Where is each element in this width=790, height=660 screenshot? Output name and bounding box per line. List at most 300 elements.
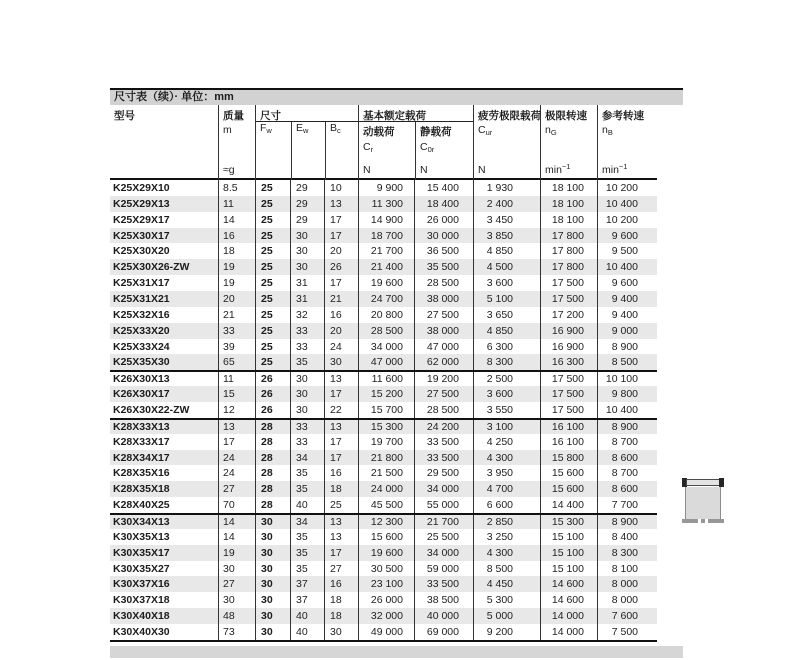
header-mass-label: 质量 (223, 110, 244, 122)
table-row (110, 529, 657, 545)
table-row (110, 370, 657, 386)
model-cell: K25X30X20 (113, 245, 170, 258)
fw-cell: 30 (255, 592, 290, 608)
mass-cell: 8.5 (218, 180, 255, 196)
static-load-cell: 38 000 (414, 291, 473, 307)
ref-speed-cell: 9 600 (597, 275, 657, 291)
model-cell: K25X30X26-ZW (113, 261, 190, 274)
ref-speed-cell: 10 200 (597, 212, 657, 228)
model-cell: K28X40X25 (113, 499, 170, 512)
fatigue-load-cell: 5 300 (473, 592, 540, 608)
limit-speed-cell: 15 600 (540, 465, 597, 481)
ew-cell: 34 (290, 515, 324, 529)
limit-speed-cell: 14 600 (540, 576, 597, 592)
model-cell: K25X29X13 (113, 197, 170, 210)
fw-cell: 30 (255, 576, 290, 592)
dynamic-load-cell: 24 000 (358, 481, 414, 497)
table-row (110, 481, 657, 497)
ew-cell: 29 (290, 180, 324, 196)
bc-cell: 17 (324, 450, 358, 466)
dynamic-load-cell: 18 700 (358, 228, 414, 244)
fatigue-load-cell: 8 500 (473, 561, 540, 577)
ref-speed-cell: 8 700 (597, 465, 657, 481)
ew-cell: 30 (290, 386, 324, 402)
ref-speed-cell: 8 100 (597, 561, 657, 577)
ref-speed-cell: 9 500 (597, 243, 657, 259)
ref-speed-cell: 8 900 (597, 515, 657, 529)
table-row (110, 275, 657, 291)
mass-cell: 14 (218, 515, 255, 529)
model-cell: K30X35X13 (113, 530, 170, 543)
table-row (110, 497, 657, 513)
dynamic-load-cell: 11 300 (358, 196, 414, 212)
table-row (110, 212, 657, 228)
ew-cell: 35 (290, 354, 324, 370)
ref-speed-cell: 10 400 (597, 402, 657, 418)
fw-cell: 28 (255, 434, 290, 450)
ref-speed-cell: 8 900 (597, 339, 657, 355)
bc-cell: 13 (324, 515, 358, 529)
dynamic-load-cell: 9 900 (358, 180, 414, 196)
model-cell: K28X33X17 (113, 435, 170, 448)
model-cell: K28X35X16 (113, 467, 170, 480)
bc-cell: 18 (324, 608, 358, 624)
model-cell: K30X35X27 (113, 562, 170, 575)
fatigue-load-cell: 4 850 (473, 323, 540, 339)
fw-cell: 25 (255, 323, 290, 339)
bc-cell: 30 (324, 624, 358, 640)
fw-cell: 25 (255, 339, 290, 355)
header-dynamic-load: 动载荷 $C_r$ N (363, 126, 395, 176)
static-load-cell: 38 500 (414, 592, 473, 608)
model-cell: K25X31X21 (113, 292, 170, 305)
header-model (110, 105, 218, 180)
table-row (110, 434, 657, 450)
ref-speed-cell: 8 900 (597, 420, 657, 434)
limit-speed-cell: 14 400 (540, 497, 597, 513)
bc-cell: 18 (324, 592, 358, 608)
static-load-cell: 30 000 (414, 228, 473, 244)
mass-cell: 11 (218, 372, 255, 386)
fatigue-load-cell: 6 300 (473, 339, 540, 355)
fw-cell: 28 (255, 420, 290, 434)
bc-cell: 26 (324, 259, 358, 275)
dynamic-load-cell: 15 200 (358, 386, 414, 402)
fatigue-load-cell: 1 930 (473, 180, 540, 196)
dynamic-load-cell: 15 300 (358, 420, 414, 434)
model-cell: K26X30X13 (113, 373, 170, 386)
ew-cell: 31 (290, 275, 324, 291)
dynamic-load-cell: 49 000 (358, 624, 414, 640)
dynamic-load-cell: 19 600 (358, 545, 414, 561)
bc-cell: 13 (324, 372, 358, 386)
ew-cell: 37 (290, 592, 324, 608)
model-cell: K28X34X17 (113, 451, 170, 464)
fatigue-load-cell: 4 300 (473, 545, 540, 561)
bc-cell: 10 (324, 180, 358, 196)
table-row (110, 180, 657, 196)
fw-cell: 25 (255, 196, 290, 212)
model-cell: K30X40X30 (113, 625, 170, 638)
fw-cell: 28 (255, 465, 290, 481)
model-cell: K25X31X17 (113, 277, 170, 290)
ew-cell: 35 (290, 481, 324, 497)
fw-cell: 26 (255, 386, 290, 402)
ew-cell: 30 (290, 259, 324, 275)
table-title-bar (110, 88, 683, 105)
limit-speed-cell: 15 100 (540, 545, 597, 561)
ew-cell: 35 (290, 561, 324, 577)
roller-icon (682, 478, 724, 487)
fatigue-load-cell: 3 950 (473, 465, 540, 481)
dynamic-load-cell: 14 900 (358, 212, 414, 228)
fw-cell: 25 (255, 212, 290, 228)
table-row (110, 307, 657, 323)
limit-speed-cell: 17 500 (540, 275, 597, 291)
bc-cell: 30 (324, 354, 358, 370)
mass-cell: 14 (218, 212, 255, 228)
table-row (110, 592, 657, 608)
static-load-cell: 36 500 (414, 243, 473, 259)
fatigue-load-cell: 9 200 (473, 624, 540, 640)
table-body (110, 180, 657, 642)
fatigue-load-cell: 2 500 (473, 372, 540, 386)
ew-cell: 33 (290, 434, 324, 450)
mass-cell: 73 (218, 624, 255, 640)
model-cell: K30X35X17 (113, 546, 170, 559)
header-limit-speed: 极限转速 $n_G$ $\min^{-1}$ (540, 105, 597, 180)
fw-cell: 25 (255, 275, 290, 291)
table-row (110, 386, 657, 402)
table-header (110, 105, 657, 180)
ref-speed-cell: 10 200 (597, 180, 657, 196)
ref-speed-cell: 9 600 (597, 228, 657, 244)
mass-cell: 12 (218, 402, 255, 418)
header-model-label: 型号 (114, 110, 135, 122)
table-row (110, 465, 657, 481)
ew-cell: 37 (290, 576, 324, 592)
fatigue-load-cell: 3 450 (473, 212, 540, 228)
table-row (110, 576, 657, 592)
bc-cell: 13 (324, 420, 358, 434)
ref-speed-cell: 10 400 (597, 196, 657, 212)
ref-speed-cell: 7 500 (597, 624, 657, 640)
ew-cell: 29 (290, 196, 324, 212)
static-load-cell: 27 500 (414, 307, 473, 323)
limit-speed-cell: 14 600 (540, 592, 597, 608)
ref-speed-cell: 9 800 (597, 386, 657, 402)
limit-speed-cell: 18 100 (540, 212, 597, 228)
ew-cell: 33 (290, 339, 324, 355)
fw-cell: 25 (255, 291, 290, 307)
bc-cell: 17 (324, 228, 358, 244)
limit-speed-cell: 16 100 (540, 434, 597, 450)
header-mass-symbol: m (223, 124, 232, 136)
limit-speed-cell: 14 000 (540, 608, 597, 624)
model-cell: K30X40X18 (113, 610, 170, 623)
fatigue-load-cell: 4 500 (473, 259, 540, 275)
table-row (110, 624, 657, 640)
mass-cell: 16 (218, 228, 255, 244)
table-row (110, 418, 657, 434)
ew-cell: 32 (290, 307, 324, 323)
fw-cell: 30 (255, 545, 290, 561)
mass-cell: 20 (218, 291, 255, 307)
model-cell: K25X29X17 (113, 213, 170, 226)
table-row (110, 402, 657, 418)
ew-cell: 40 (290, 497, 324, 513)
static-load-cell: 69 000 (414, 624, 473, 640)
fatigue-load-cell: 3 600 (473, 275, 540, 291)
ref-speed-cell: 9 400 (597, 307, 657, 323)
table-row (110, 450, 657, 466)
static-load-cell: 33 500 (414, 450, 473, 466)
table-row (110, 196, 657, 212)
bc-cell: 24 (324, 339, 358, 355)
fatigue-load-cell: 3 600 (473, 386, 540, 402)
dynamic-load-cell: 30 500 (358, 561, 414, 577)
fatigue-load-cell: 2 400 (473, 196, 540, 212)
fatigue-load-cell: 3 850 (473, 228, 540, 244)
fw-cell: 25 (255, 228, 290, 244)
limit-speed-cell: 18 100 (540, 196, 597, 212)
limit-speed-cell: 17 500 (540, 372, 597, 386)
fw-cell: 28 (255, 481, 290, 497)
model-cell: K25X33X24 (113, 340, 170, 353)
limit-speed-cell: 17 800 (540, 243, 597, 259)
bearing-size-table (110, 105, 657, 642)
dynamic-load-cell: 19 700 (358, 434, 414, 450)
fatigue-load-cell: 3 100 (473, 420, 540, 434)
fatigue-load-cell: 4 250 (473, 434, 540, 450)
ew-cell: 30 (290, 372, 324, 386)
mass-cell: 27 (218, 576, 255, 592)
table-row (110, 243, 657, 259)
fw-cell: 30 (255, 624, 290, 640)
static-load-cell: 28 500 (414, 275, 473, 291)
static-load-cell: 25 500 (414, 529, 473, 545)
model-cell: K25X35X30 (113, 356, 170, 369)
ref-speed-cell: 8 600 (597, 450, 657, 466)
static-load-cell: 33 500 (414, 434, 473, 450)
mass-cell: 24 (218, 450, 255, 466)
fatigue-load-cell: 4 700 (473, 481, 540, 497)
needle-roller-cage-icon (680, 478, 726, 523)
ref-speed-cell: 9 400 (597, 291, 657, 307)
static-load-cell: 62 000 (414, 354, 473, 370)
static-load-cell: 21 700 (414, 515, 473, 529)
bc-cell: 13 (324, 529, 358, 545)
cage-body-shape (685, 487, 721, 520)
mass-cell: 17 (218, 434, 255, 450)
bc-cell: 22 (324, 402, 358, 418)
limit-speed-cell: 17 200 (540, 307, 597, 323)
fw-cell: 30 (255, 608, 290, 624)
limit-speed-cell: 17 500 (540, 291, 597, 307)
static-load-cell: 28 500 (414, 402, 473, 418)
table-row (110, 608, 657, 624)
static-load-cell: 35 500 (414, 259, 473, 275)
static-load-cell: 34 000 (414, 481, 473, 497)
limit-speed-cell: 17 500 (540, 386, 597, 402)
limit-speed-cell: 17 800 (540, 259, 597, 275)
model-cell: K25X33X20 (113, 324, 170, 337)
ref-speed-cell: 8 000 (597, 592, 657, 608)
fw-cell: 26 (255, 402, 290, 418)
fatigue-load-cell: 3 250 (473, 529, 540, 545)
dynamic-load-cell: 34 000 (358, 339, 414, 355)
bc-cell: 18 (324, 481, 358, 497)
limit-speed-cell: 16 100 (540, 420, 597, 434)
dynamic-load-cell: 15 600 (358, 529, 414, 545)
table-row (110, 513, 657, 529)
fatigue-load-cell: 8 300 (473, 354, 540, 370)
mass-cell: 21 (218, 307, 255, 323)
header-bc: $B_c$ (325, 122, 359, 180)
ref-speed-cell: 8 000 (597, 576, 657, 592)
table-row (110, 339, 657, 355)
dynamic-load-cell: 47 000 (358, 354, 414, 370)
fw-cell: 30 (255, 561, 290, 577)
model-cell: K25X30X17 (113, 229, 170, 242)
fw-cell: 28 (255, 450, 290, 466)
table-row (110, 545, 657, 561)
ew-cell: 35 (290, 545, 324, 561)
bc-cell: 16 (324, 307, 358, 323)
ew-cell: 33 (290, 323, 324, 339)
fatigue-load-cell: 5 000 (473, 608, 540, 624)
ref-speed-cell: 8 500 (597, 354, 657, 370)
dynamic-load-cell: 11 600 (358, 372, 414, 386)
static-load-cell: 59 000 (414, 561, 473, 577)
static-load-cell: 38 000 (414, 323, 473, 339)
ref-speed-cell: 10 100 (597, 372, 657, 386)
ew-cell: 31 (290, 291, 324, 307)
dynamic-load-cell: 21 700 (358, 243, 414, 259)
bc-cell: 13 (324, 196, 358, 212)
fatigue-load-cell: 6 600 (473, 497, 540, 513)
fw-cell: 25 (255, 307, 290, 323)
static-load-cell: 29 500 (414, 465, 473, 481)
fatigue-load-cell: 3 650 (473, 307, 540, 323)
limit-speed-cell: 15 300 (540, 515, 597, 529)
fw-cell: 25 (255, 259, 290, 275)
ew-cell: 33 (290, 420, 324, 434)
dynamic-load-cell: 28 500 (358, 323, 414, 339)
table-row (110, 228, 657, 244)
static-load-cell: 15 400 (414, 180, 473, 196)
ref-speed-cell: 8 600 (597, 481, 657, 497)
mass-cell: 18 (218, 243, 255, 259)
fatigue-load-cell: 4 450 (473, 576, 540, 592)
ref-speed-cell: 8 300 (597, 545, 657, 561)
dynamic-load-cell: 26 000 (358, 592, 414, 608)
table-row (110, 259, 657, 275)
static-load-cell: 18 400 (414, 196, 473, 212)
bc-cell: 17 (324, 212, 358, 228)
table-row (110, 354, 657, 370)
bc-cell: 20 (324, 243, 358, 259)
mass-cell: 48 (218, 608, 255, 624)
fatigue-load-cell: 2 850 (473, 515, 540, 529)
table-row (110, 561, 657, 577)
dynamic-load-cell: 19 600 (358, 275, 414, 291)
mass-cell: 24 (218, 465, 255, 481)
header-fatigue-load: 疲劳极限载荷 $C_{ur}$ N (473, 105, 540, 180)
model-cell: K30X34X13 (113, 515, 170, 528)
header-basic-load-label: 基本额定载荷 (359, 105, 473, 122)
header-basic-load-group (358, 105, 473, 180)
model-cell: K25X32X16 (113, 308, 170, 321)
fatigue-load-cell: 4 300 (473, 450, 540, 466)
limit-speed-cell: 15 100 (540, 561, 597, 577)
fw-cell: 30 (255, 515, 290, 529)
fw-cell: 28 (255, 497, 290, 513)
dynamic-load-cell: 12 300 (358, 515, 414, 529)
fw-cell: 30 (255, 529, 290, 545)
table-row (110, 291, 657, 307)
fw-cell: 25 (255, 354, 290, 370)
mass-cell: 33 (218, 323, 255, 339)
dynamic-load-cell: 15 700 (358, 402, 414, 418)
mass-cell: 70 (218, 497, 255, 513)
bc-cell: 17 (324, 434, 358, 450)
mass-cell: 39 (218, 339, 255, 355)
limit-speed-cell: 16 900 (540, 339, 597, 355)
bc-cell: 17 (324, 386, 358, 402)
table-row (110, 323, 657, 339)
ref-speed-cell: 7 700 (597, 497, 657, 513)
limit-speed-cell: 14 000 (540, 624, 597, 640)
mass-cell: 30 (218, 592, 255, 608)
dynamic-load-cell: 21 500 (358, 465, 414, 481)
bc-cell: 16 (324, 576, 358, 592)
cage-base-shape (682, 519, 724, 523)
ew-cell: 40 (290, 624, 324, 640)
dynamic-load-cell: 21 400 (358, 259, 414, 275)
header-mass-unit: ≈g (223, 164, 235, 176)
model-cell: K26X30X22-ZW (113, 403, 190, 416)
bc-cell: 20 (324, 323, 358, 339)
mass-cell: 15 (218, 386, 255, 402)
static-load-cell: 47 000 (414, 339, 473, 355)
static-load-cell: 33 500 (414, 576, 473, 592)
static-load-cell: 24 200 (414, 420, 473, 434)
bc-cell: 17 (324, 545, 358, 561)
ref-speed-cell: 8 400 (597, 529, 657, 545)
header-mass (218, 105, 255, 180)
static-load-cell: 26 000 (414, 212, 473, 228)
static-load-cell: 27 500 (414, 386, 473, 402)
header-dims-group (255, 105, 358, 180)
model-cell: K25X29X10 (113, 181, 170, 194)
ew-cell: 30 (290, 228, 324, 244)
bc-cell: 17 (324, 275, 358, 291)
limit-speed-cell: 16 900 (540, 323, 597, 339)
bc-cell: 16 (324, 465, 358, 481)
mass-cell: 27 (218, 481, 255, 497)
static-load-cell: 19 200 (414, 372, 473, 386)
bc-cell: 27 (324, 561, 358, 577)
fatigue-load-cell: 5 100 (473, 291, 540, 307)
bc-cell: 21 (324, 291, 358, 307)
mass-cell: 19 (218, 545, 255, 561)
limit-speed-cell: 15 800 (540, 450, 597, 466)
static-load-cell: 34 000 (414, 545, 473, 561)
table-title: 尺寸表（续）· 单位：mm (114, 91, 234, 103)
limit-speed-cell: 17 800 (540, 228, 597, 244)
model-cell: K28X35X18 (113, 483, 170, 496)
